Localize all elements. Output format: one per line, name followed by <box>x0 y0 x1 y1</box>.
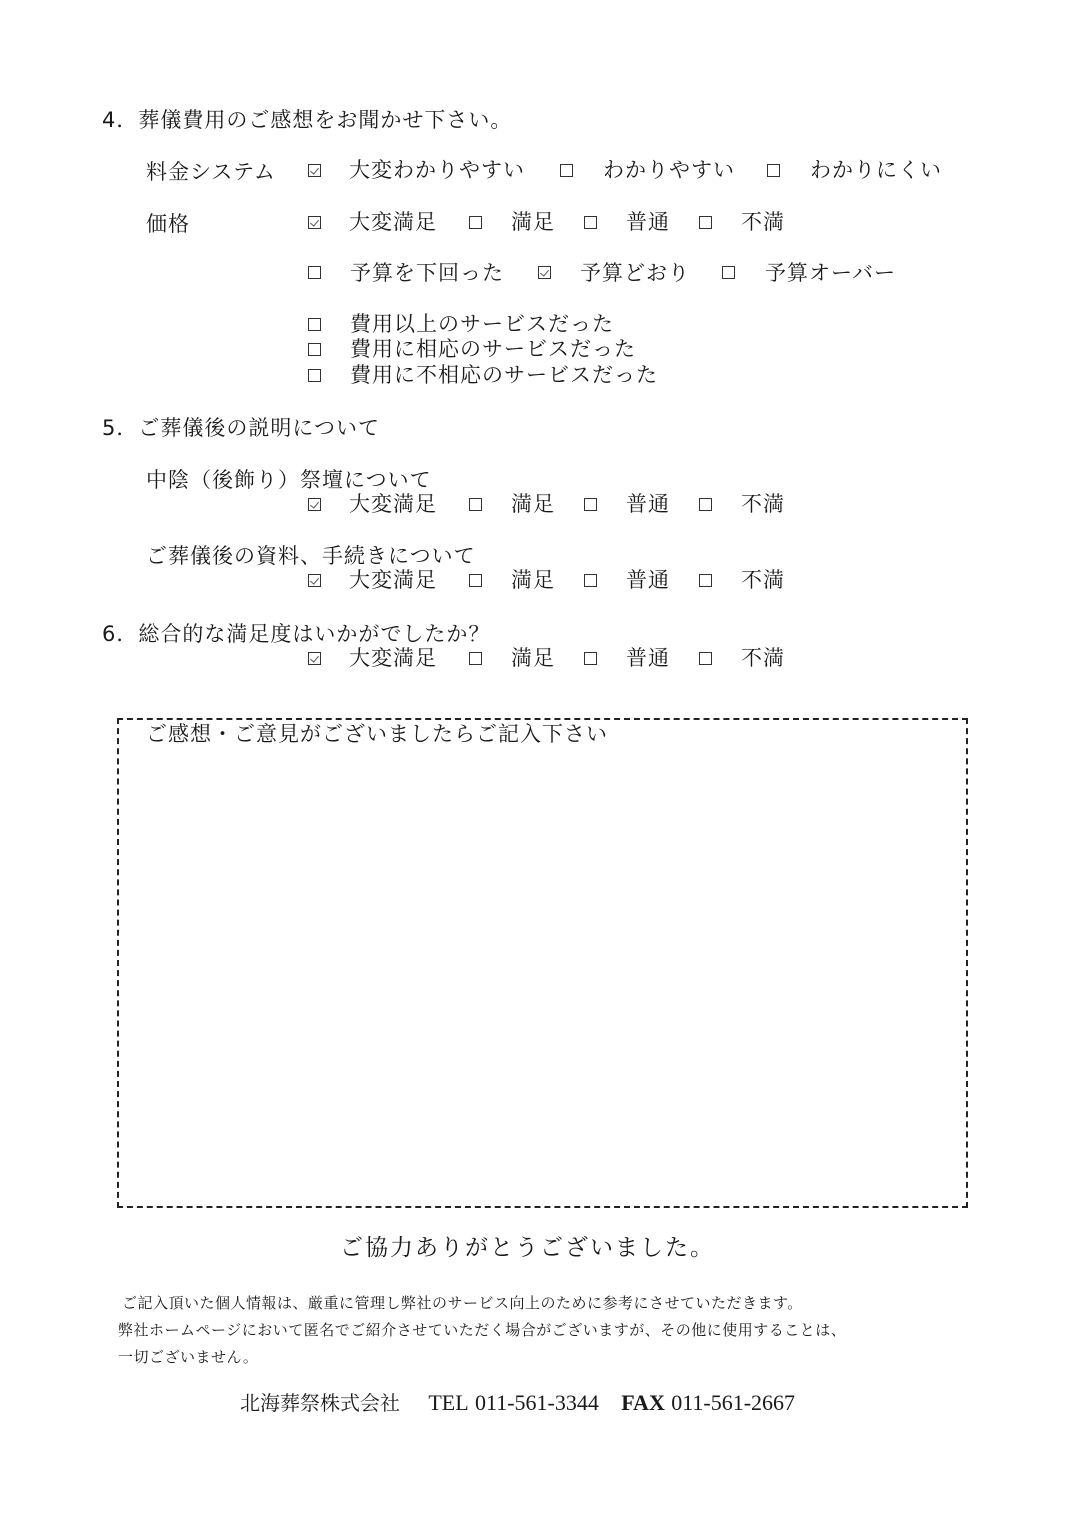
altar-option-3-checkbox[interactable] <box>699 498 712 511</box>
documents-option-0-checkbox[interactable] <box>308 574 321 587</box>
q6-title: 6．総合的な満足度はいかがでしたか？ <box>102 622 491 646</box>
privacy-notice-line-2: 弊社ホームページにおいて匿名でご紹介させていただく場合がございますが、その他に使用することは、 <box>118 1321 847 1339</box>
documents-option-1-label: 満足 <box>511 568 555 592</box>
q4-title: 4．葬儀費用のご感想をお聞かせ下さい。 <box>102 108 513 132</box>
price-option-1-checkbox[interactable] <box>469 216 482 229</box>
documents-option-0-label: 大変満足 <box>349 568 437 592</box>
comment-label: ご感想・ご意見がございましたらご記入下さい <box>146 722 608 746</box>
comment-box[interactable] <box>117 718 968 1208</box>
thanks-message: ご協力ありがとうございました。 <box>340 1235 715 1261</box>
pricing-system-option-1-label: わかりやすい <box>603 158 735 182</box>
overall-option-0-label: 大変満足 <box>349 646 437 670</box>
overall-option-2-label: 普通 <box>626 646 670 670</box>
tel-label: TEL <box>428 1390 469 1415</box>
value-option-0-label: 費用以上のサービスだった <box>350 312 614 336</box>
value-option-2-checkbox[interactable] <box>308 369 321 382</box>
overall-option-1-label: 満足 <box>511 646 555 670</box>
documents-option-2-label: 普通 <box>626 568 670 592</box>
q5-title: 5．ご葬儀後の説明について <box>102 416 380 440</box>
fax-number: 011-561-2667 <box>671 1390 796 1415</box>
altar-label: 中陰（後飾り）祭壇について <box>146 468 432 492</box>
altar-option-3-label: 不満 <box>741 492 785 516</box>
overall-option-2-checkbox[interactable] <box>584 652 597 665</box>
price-option-2-checkbox[interactable] <box>584 216 597 229</box>
value-option-1-checkbox[interactable] <box>308 343 321 356</box>
pricing-system-option-2-label: わかりにくい <box>810 158 942 182</box>
pricing-system-option-0-label: 大変わかりやすい <box>349 158 525 182</box>
privacy-notice-line-3: 一切ございません。 <box>118 1348 259 1366</box>
budget-option-0-label: 予算を下回った <box>350 261 504 285</box>
price-option-3-checkbox[interactable] <box>699 216 712 229</box>
overall-option-3-checkbox[interactable] <box>699 652 712 665</box>
documents-option-3-label: 不満 <box>741 568 785 592</box>
budget-option-0-checkbox[interactable] <box>308 266 321 279</box>
altar-option-2-label: 普通 <box>626 492 670 516</box>
overall-option-0-checkbox[interactable] <box>308 652 321 665</box>
company-name: 北海葬祭株式会社 <box>240 1391 400 1415</box>
value-option-2-label: 費用に不相応のサービスだった <box>350 363 658 387</box>
documents-option-1-checkbox[interactable] <box>469 574 482 587</box>
value-option-0-checkbox[interactable] <box>308 318 321 331</box>
overall-option-1-checkbox[interactable] <box>469 652 482 665</box>
budget-option-2-checkbox[interactable] <box>722 266 735 279</box>
pricing-system-label: 料金システム <box>146 160 276 184</box>
price-label: 価格 <box>146 212 190 236</box>
documents-option-2-checkbox[interactable] <box>584 574 597 587</box>
altar-option-2-checkbox[interactable] <box>584 498 597 511</box>
pricing-system-option-0-checkbox[interactable] <box>308 164 321 177</box>
price-option-1-label: 満足 <box>511 210 555 234</box>
documents-option-3-checkbox[interactable] <box>699 574 712 587</box>
budget-option-1-label: 予算どおり <box>580 261 690 285</box>
altar-option-0-checkbox[interactable] <box>308 498 321 511</box>
price-option-0-checkbox[interactable] <box>308 216 321 229</box>
altar-option-1-label: 満足 <box>511 492 555 516</box>
price-option-3-label: 不満 <box>741 210 785 234</box>
pricing-system-option-1-checkbox[interactable] <box>560 164 573 177</box>
tel-number: 011-561-3344 <box>475 1390 599 1415</box>
documents-label: ご葬儀後の資料、手続きについて <box>146 544 476 568</box>
price-option-0-label: 大変満足 <box>349 210 437 234</box>
altar-option-1-checkbox[interactable] <box>469 498 482 511</box>
budget-option-2-label: 予算オーバー <box>765 261 896 285</box>
privacy-notice-line-1: ご記入頂いた個人情報は、厳重に管理し弊社のサービス向上のために参考にさせていただきます。 <box>122 1294 803 1312</box>
overall-option-3-label: 不満 <box>741 646 785 670</box>
altar-option-0-label: 大変満足 <box>349 492 437 516</box>
price-option-2-label: 普通 <box>626 210 670 234</box>
footer-contact <box>240 1390 795 1416</box>
value-option-1-label: 費用に相応のサービスだった <box>350 337 636 361</box>
budget-option-1-checkbox[interactable] <box>538 266 551 279</box>
pricing-system-option-2-checkbox[interactable] <box>767 164 780 177</box>
fax-label: FAX <box>621 1390 665 1415</box>
